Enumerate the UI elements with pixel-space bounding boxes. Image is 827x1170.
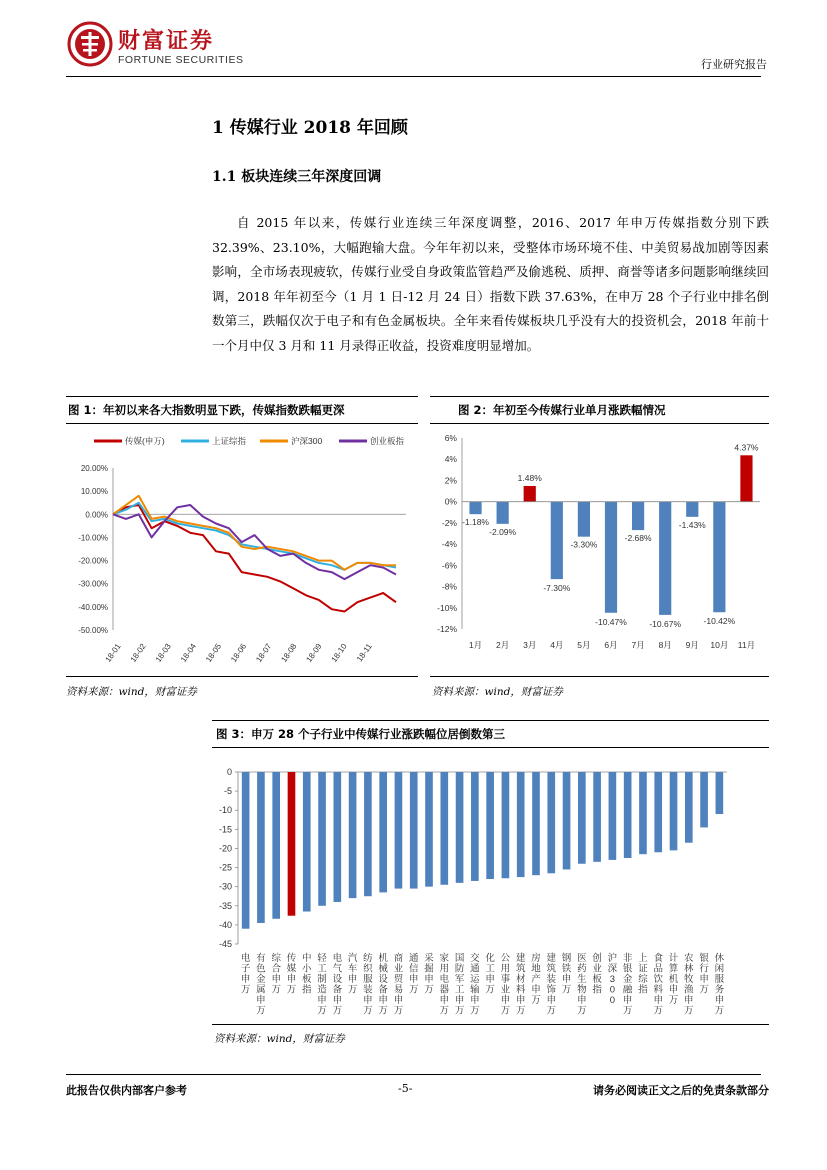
y-tick-label: -40.00%: [78, 602, 108, 612]
page-number: -5-: [398, 1082, 413, 1095]
x-tick-label: 10月: [710, 640, 729, 650]
y-tick-label: 0.00%: [85, 510, 108, 520]
bar: [242, 772, 250, 929]
bar: [471, 772, 479, 881]
footer-rule: [66, 1074, 761, 1075]
x-tick-label: 纺织服装申万: [363, 953, 373, 1017]
bar: [318, 772, 326, 906]
fig2-bar-chart: [430, 424, 769, 674]
y-tick-label: -35: [218, 900, 232, 911]
bar: [502, 772, 510, 878]
y-tick-label: 6%: [444, 433, 457, 443]
fig1-line-chart: [66, 424, 418, 674]
x-tick-label: 1月: [468, 640, 483, 650]
fig2-caption-bar: [430, 396, 769, 424]
x-tick-label: 18-01: [103, 641, 123, 664]
bar: [524, 486, 536, 502]
data-label: -1.18%: [462, 517, 490, 528]
bar: [563, 772, 571, 869]
x-tick-label: 轻工制造申万: [317, 953, 327, 1017]
x-tick-label: 5月: [577, 640, 591, 650]
fig2-bottom-rule: [430, 676, 769, 677]
y-tick-label: -8%: [441, 581, 457, 592]
fig1-caption-bar: [66, 396, 418, 424]
x-tick-label: 2月: [496, 640, 510, 650]
bar: [532, 772, 540, 875]
x-tick-label: 3月: [523, 640, 537, 650]
x-tick-label: 化工申万: [485, 953, 495, 996]
data-label: 1.48%: [517, 472, 542, 483]
bar: [659, 502, 671, 615]
bar: [349, 772, 357, 898]
bar: [578, 502, 590, 537]
y-tick-label: -45: [218, 939, 232, 949]
y-tick-label: -25: [218, 862, 232, 873]
data-label: -7.30%: [543, 583, 571, 594]
bar: [257, 772, 265, 923]
x-tick-label: 建筑材料申万: [515, 953, 526, 1017]
x-tick-label: 通信申万: [408, 953, 419, 996]
bar: [551, 502, 563, 579]
bar: [364, 772, 372, 896]
fig3-bar-chart: [212, 756, 769, 1024]
series-line: [113, 505, 396, 579]
x-tick-label: 9月: [685, 640, 699, 650]
bar: [686, 502, 698, 517]
x-tick-label: 上证综指: [638, 953, 648, 996]
bar: [632, 502, 644, 530]
y-tick-label: -15: [218, 824, 232, 835]
y-tick-label: -40: [218, 919, 232, 930]
bar: [517, 772, 525, 877]
x-tick-label: 商业贸易申万: [393, 953, 404, 1017]
x-tick-label: 食品饮料申万: [653, 953, 663, 1017]
x-tick-label: 农林牧渔申万: [684, 953, 694, 1017]
x-tick-label: 有色金属申万: [256, 953, 266, 1017]
section-title: 1 传媒行业 2018 年回顾: [212, 118, 408, 138]
data-label: -10.67%: [649, 618, 682, 629]
fig3-caption: 图 3：申万 28 个子行业中传媒行业涨跌幅位居倒数第三: [216, 727, 506, 741]
bar: [288, 772, 296, 916]
bar: [379, 772, 387, 892]
bar: [425, 772, 433, 887]
data-label: -2.68%: [624, 533, 652, 544]
x-tick-label: 采掘申万: [424, 953, 434, 996]
brand-name-cn: 财富证券: [118, 28, 215, 54]
x-tick-label: 汽车申万: [347, 953, 358, 996]
bar: [410, 772, 418, 889]
x-tick-label: 计算机申万: [668, 953, 679, 1006]
bar: [547, 772, 555, 873]
x-tick-label: 休闲服务申万: [714, 953, 725, 1017]
y-tick-label: -10.00%: [78, 533, 108, 543]
bar: [578, 772, 586, 864]
y-tick-label: 0: [226, 767, 232, 777]
bar: [456, 772, 464, 883]
x-tick-label: 中小板指: [302, 953, 312, 996]
bar: [609, 772, 617, 860]
x-tick-label: 国防军工申万: [454, 953, 465, 1017]
x-tick-label: 创业板指: [592, 953, 602, 996]
x-tick-label: 11月: [737, 640, 756, 650]
bar: [624, 772, 632, 858]
section-subtitle: 1.1 板块连续三年深度回调: [212, 169, 382, 185]
x-tick-label: 18-07: [254, 641, 274, 664]
data-label: -10.47%: [595, 616, 627, 627]
brand-name-en: FORTUNE SECURITIES: [118, 54, 244, 66]
legend-label: 创业板指: [370, 436, 405, 446]
x-tick-label: 18-09: [304, 641, 324, 664]
bar: [395, 772, 403, 889]
bar: [440, 772, 448, 885]
x-tick-label: 7月: [631, 640, 645, 650]
y-tick-label: -4%: [441, 539, 457, 550]
x-tick-label: 18-11: [355, 641, 374, 664]
fig2-source: 资料来源：wind，财富证券: [432, 686, 563, 698]
y-tick-label: -30: [218, 881, 232, 892]
x-tick-label: 机械设备申万: [378, 953, 388, 1017]
data-label: -2.09%: [489, 526, 517, 537]
y-tick-label: -6%: [441, 560, 457, 571]
y-tick-label: -20.00%: [78, 556, 108, 566]
bar: [334, 772, 342, 902]
fig1-caption: 图 1：年初以来各大指数明显下跌，传媒指数跌幅更深: [68, 403, 345, 417]
y-tick-label: -30.00%: [78, 579, 108, 589]
y-tick-label: -5: [223, 786, 232, 797]
fig3-source: 资料来源：wind，财富证券: [214, 1033, 345, 1045]
y-tick-label: -12%: [437, 624, 457, 634]
bar: [713, 502, 725, 613]
x-tick-label: 交通运输申万: [470, 953, 480, 1017]
fig1-bottom-rule: [66, 676, 418, 677]
legend-label: 传媒(申万): [125, 436, 165, 446]
x-tick-label: 传媒申万: [286, 953, 297, 996]
x-tick-label: 家用电器申万: [439, 953, 450, 1017]
x-tick-label: 18-10: [329, 641, 349, 664]
bar: [685, 772, 693, 843]
y-tick-label: -50.00%: [78, 626, 108, 635]
x-tick-label: 电子申万: [240, 953, 251, 996]
report-type: 行业研究报告: [701, 58, 767, 71]
bar: [654, 772, 662, 852]
bar: [486, 772, 494, 879]
x-tick-label: 18-03: [153, 641, 173, 664]
fig3-bottom-rule: [212, 1024, 769, 1025]
x-tick-label: 沪深 3 0 0: [607, 953, 618, 1006]
y-tick-label: 20.00%: [80, 464, 108, 473]
x-tick-label: 8月: [658, 640, 672, 650]
company-logo: [66, 20, 114, 68]
x-tick-label: 建筑装饰申万: [546, 953, 557, 1017]
y-tick-label: 4%: [444, 454, 457, 465]
x-tick-label: 18-05: [203, 641, 224, 664]
x-tick-label: 非银金融申万: [622, 953, 633, 1017]
x-tick-label: 4月: [550, 640, 564, 650]
footer-disclaimer-left: 此报告仅供内部客户参考: [66, 1084, 187, 1097]
bar: [593, 772, 601, 862]
y-tick-label: -10%: [437, 602, 457, 613]
x-tick-label: 18-08: [279, 641, 299, 664]
x-tick-label: 6月: [604, 640, 618, 650]
legend-label: 沪深300: [291, 436, 323, 446]
data-label: 4.37%: [734, 442, 759, 453]
fig1-source: 资料来源：wind，财富证券: [66, 686, 197, 698]
bar: [605, 502, 617, 613]
bar: [716, 772, 724, 814]
y-tick-label: -20: [218, 843, 232, 854]
bar: [639, 772, 647, 854]
footer-disclaimer-right: 请务必阅读正文之后的免责条款部分: [593, 1084, 769, 1097]
x-tick-label: 18-06: [229, 641, 249, 664]
header-rule: [66, 76, 761, 77]
x-tick-label: 银行申万: [699, 953, 709, 996]
y-tick-label: -2%: [441, 517, 457, 528]
x-tick-label: 18-04: [178, 641, 198, 664]
body-paragraph: 自 2015 年以来，传媒行业连续三年深度调整，2016、2017 年申万传媒指数分别下跌 32.39%、23.10%，大幅跑输大盘。今年年初以来，受整体市场环境不佳、中美贸易战加剧等因素影响，全市场表现疲软，传媒行业受自身政策监管趋严及偷逃税、质押、商誉等诸多问题影响继续回调，2018 年年初至今（1 月 1 日-12 月 24 日）指数下跌 37.63%，在申万 28 个子行业中排名倒数第三，跌幅仅次于电子和有色金属板块。全年来看传媒板块几乎没有大的投资机会，2018 年前十一个月中仅 3 月和 11 月录得正收益，投资难度明显增加。: [212, 215, 769, 353]
y-tick-label: 0%: [444, 496, 457, 507]
x-tick-label: 综合申万: [271, 953, 281, 996]
legend-label: 上证综指: [212, 436, 247, 446]
y-tick-label: 10.00%: [80, 487, 108, 497]
fig3-caption-bar: [212, 720, 769, 748]
bar: [469, 502, 481, 515]
bar: [740, 455, 752, 501]
bar: [272, 772, 280, 919]
x-tick-label: 18-02: [128, 641, 148, 664]
bar: [497, 502, 509, 524]
data-label: -10.42%: [703, 616, 736, 627]
data-label: -3.30%: [570, 539, 598, 550]
x-tick-label: 医药生物申万: [577, 953, 587, 1017]
data-label: -1.43%: [678, 519, 706, 530]
x-tick-label: 房地产申万: [531, 953, 541, 1006]
y-tick-label: -10: [218, 805, 232, 816]
bar: [700, 772, 708, 827]
fig2-caption: 图 2：年初至今传媒行业单月涨跌幅情况: [458, 403, 666, 417]
y-tick-label: 2%: [444, 475, 457, 486]
x-tick-label: 钢铁申万: [561, 953, 572, 996]
x-tick-label: 电气设备申万: [332, 953, 343, 1017]
bar: [670, 772, 678, 850]
x-tick-label: 公用事业申万: [500, 953, 511, 1017]
bar: [303, 772, 311, 912]
